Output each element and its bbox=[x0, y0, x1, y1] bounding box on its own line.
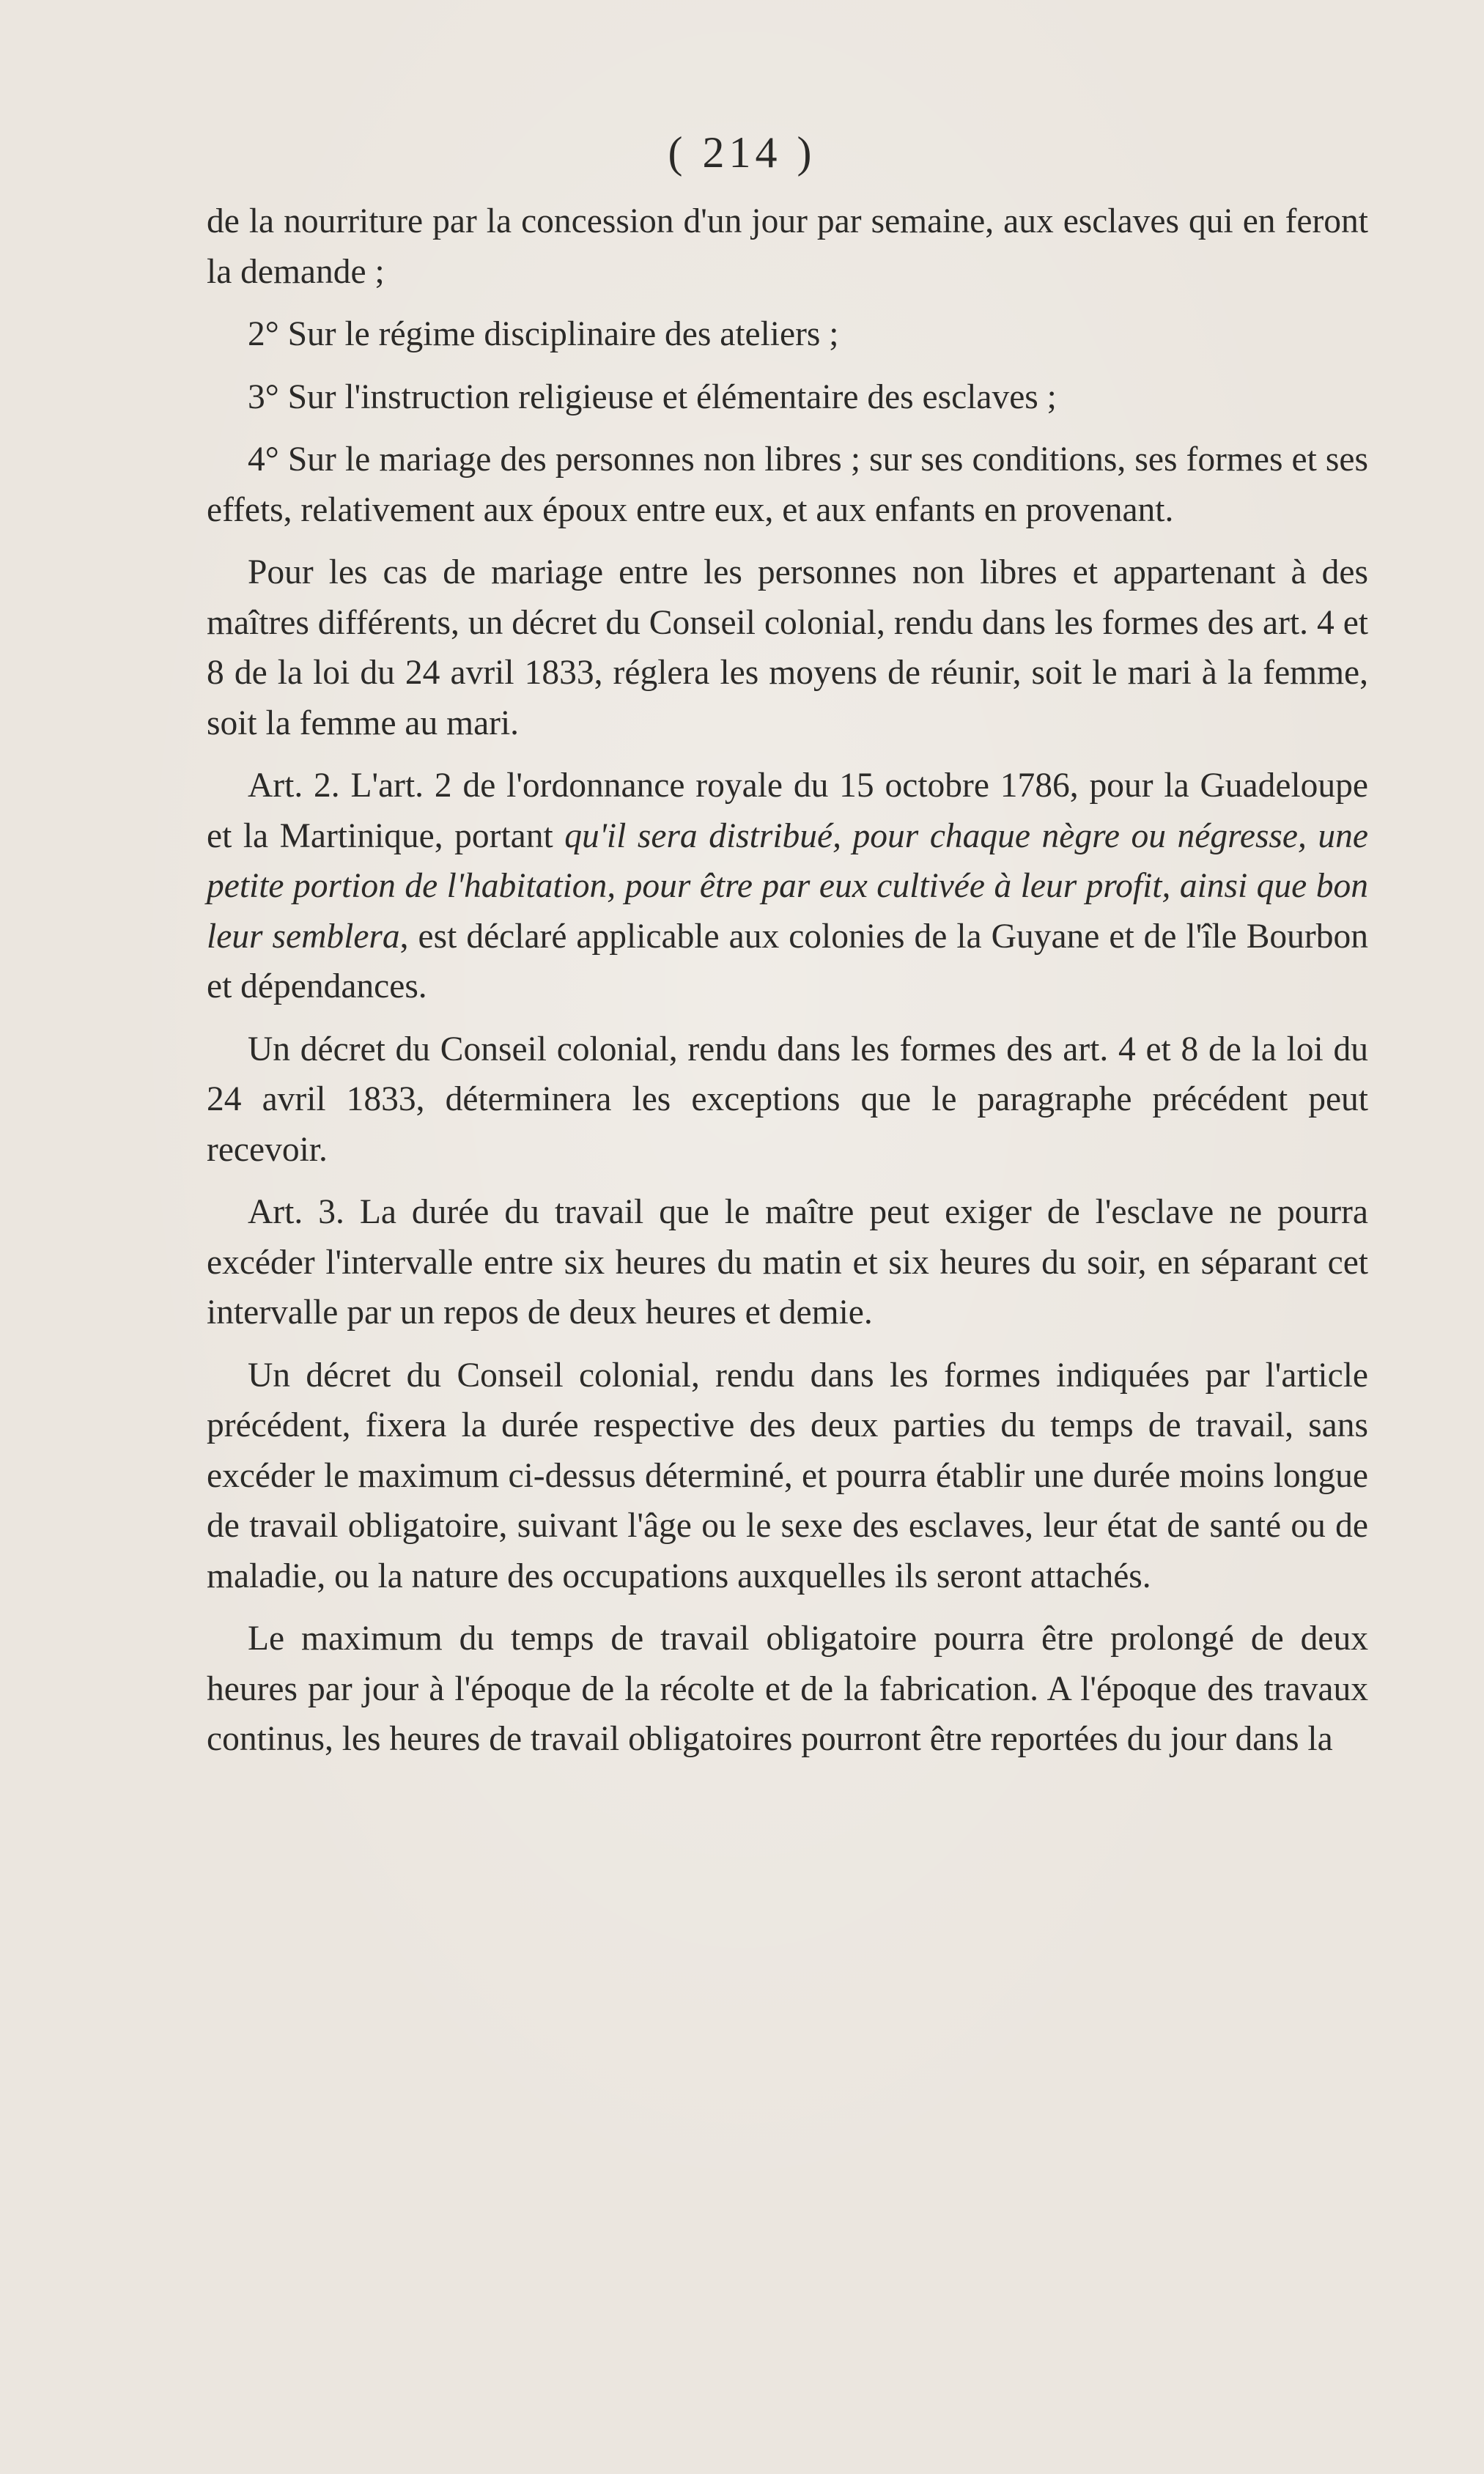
paragraph: Un décret du Conseil colonial, rendu dans les formes des art. 4 et 8 de la loi du 24 avril 1833, déterminera les exceptions que le paragraphe précédent peut recevoir. bbox=[207, 1030, 1368, 1169]
italic-quotation: qu'il sera distribué, pour chaque nègre ou négresse, une petite portion de l'habitation, pour être par eux cultivée à leur profit, ainsi que bon leur semblera bbox=[207, 816, 1369, 956]
paragraph: 4° Sur le mariage des personnes non libres ; sur ses conditions, ses formes et ses effets, relativement aux époux entre eux, et aux enfants en provenant. bbox=[207, 440, 1368, 529]
paragraph-art-3: Art. 3. La durée du travail que le maître peut exiger de l'esclave ne pourra excéder l'intervalle entre six heures du matin et six heures du soir, en séparant cet intervalle par un repos de deux heures et demie. bbox=[207, 1193, 1368, 1332]
paragraph: Pour les cas de mariage entre les personnes non libres et appartenant à des maîtres différents, un décret du Conseil colonial, rendu dans les formes des art. 4 et 8 de la loi du 24 avril 1833, réglera les moyens de réunir, soit le mari à la femme, soit la femme au mari. bbox=[207, 553, 1368, 742]
paragraph: Un décret du Conseil colonial, rendu dans les formes indiquées par l'article précédent, fixera la durée respective des deux parties du temps de travail, sans excéder le maximum ci-dessus déterminé, et pourra établir une durée moins longue de travail obligatoire, suivant l'âge ou le sexe des esclaves, leur état de santé ou de maladie, ou la nature des occupations auxquelles ils seront attachés. bbox=[207, 1356, 1368, 1595]
paragraph: de la nourriture par la concession d'un jour par semaine, aux esclaves qui en feront la demande ; bbox=[207, 202, 1368, 291]
body-text bbox=[207, 196, 1368, 1765]
paragraph: 3° Sur l'instruction religieuse et élémentaire des esclaves ; bbox=[248, 377, 1057, 416]
paragraph: Le maximum du temps de travail obligatoire pourra être prolongé de deux heures par jour à l'époque de la récolte et de la fabrication. A l'époque des travaux continus, les heures de travail obligatoires pourront être reportées du jour dans la bbox=[207, 1620, 1368, 1758]
paragraph: 2° Sur le régime disciplinaire des ateliers ; bbox=[248, 315, 839, 353]
text-run: , est déclaré applicable aux colonies de la Guyane et de l'île Bourbon et dépendances. bbox=[207, 917, 1368, 1005]
text-run: Art. 2. L'art. 2 de l'ordonnance royale du 15 octobre 1786, pour la Guadeloupe et la Martinique, portant bbox=[207, 767, 1368, 855]
page-number: ( 214 ) bbox=[668, 128, 816, 177]
paragraph-art-2 bbox=[207, 761, 1368, 1012]
